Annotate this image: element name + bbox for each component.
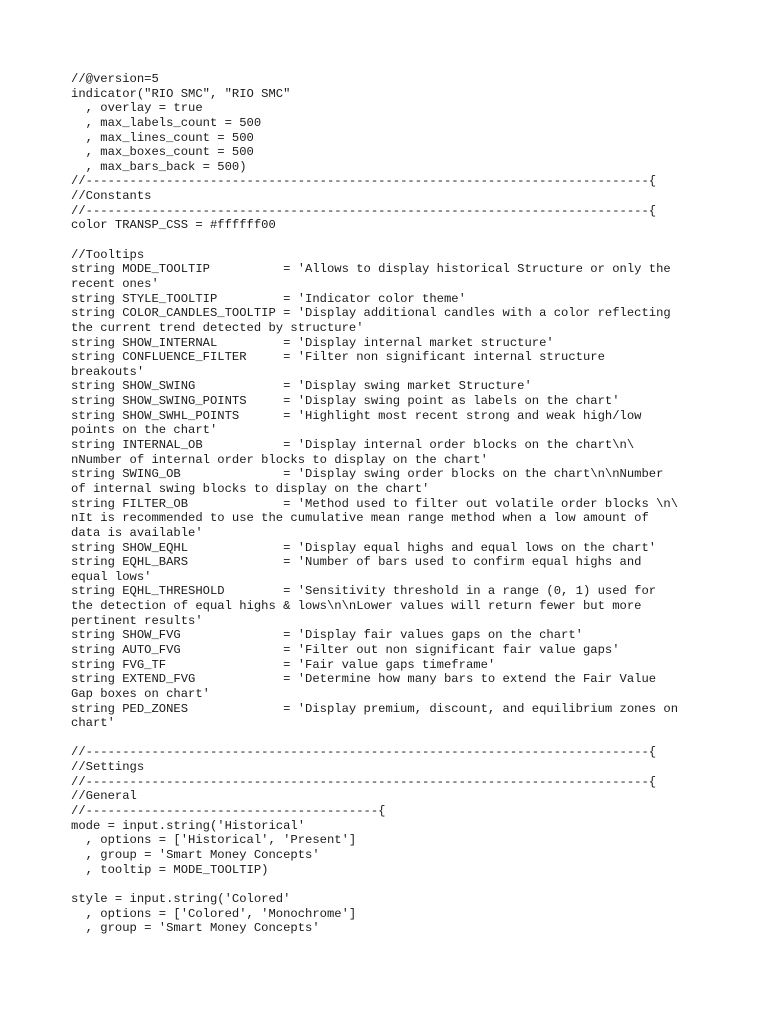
code-line: string FILTER_OB = 'Method used to filter out volatile order blocks \n\ (71, 496, 679, 511)
code-line: , max_bars_back = 500) (71, 159, 247, 174)
code-line: string SHOW_SWING = 'Display swing market Structure' (71, 379, 532, 394)
code-line: string STYLE_TOOLTIP = 'Indicator color theme' (71, 291, 466, 306)
code-line: recent ones' (71, 276, 159, 291)
code-line: points on the chart' (71, 423, 218, 438)
code-line: string MODE_TOOLTIP = 'Allows to display historical Structure or only the (71, 262, 671, 277)
code-line: style = input.string('Colored' (71, 891, 291, 906)
code-line: string SWING_OB = 'Display swing order blocks on the chart\n\nNumber (71, 467, 664, 482)
code-line: string INTERNAL_OB = 'Display internal order blocks on the chart\n\ (71, 438, 635, 453)
code-line: data is available' (71, 525, 203, 540)
code-line: chart' (71, 716, 115, 731)
code-line: string SHOW_FVG = 'Display fair values gaps on the chart' (71, 628, 583, 643)
code-line: nNumber of internal order blocks to display on the chart' (71, 452, 488, 467)
code-line: string SHOW_SWHL_POINTS = 'Highlight most recent strong and weak high/low (71, 408, 642, 423)
code-line: , group = 'Smart Money Concepts' (71, 921, 320, 936)
code-line: //General (71, 789, 137, 804)
code-line: , tooltip = MODE_TOOLTIP) (71, 862, 269, 877)
code-line: Gap boxes on chart' (71, 686, 210, 701)
code-line: //Settings (71, 760, 145, 775)
code-line: string EXTEND_FVG = 'Determine how many bars to extend the Fair Value (71, 672, 657, 687)
code-line: string PED_ZONES = 'Display premium, discount, and equilibrium zones on (71, 701, 679, 716)
code-line: string FVG_TF = 'Fair value gaps timeframe' (71, 657, 496, 672)
code-line: //-----------------------------------------------------------------------------{ (71, 774, 657, 789)
code-line: of internal swing blocks to display on the chart' (71, 481, 430, 496)
code-line: string EQHL_THRESHOLD = 'Sensitivity threshold in a range (0, 1) used for (71, 584, 657, 599)
code-line: nIt is recommended to use the cumulative mean range method when a low amount of (71, 511, 649, 526)
code-line: indicator("RIO SMC", "RIO SMC" (71, 86, 291, 101)
code-listing (71, 72, 678, 936)
code-line: , options = ['Colored', 'Monochrome'] (71, 906, 357, 921)
code-line: //-----------------------------------------------------------------------------{ (71, 203, 657, 218)
code-line (71, 233, 678, 248)
code-line: color TRANSP_CSS = #ffffff00 (71, 218, 276, 233)
code-line: //Constants (71, 189, 152, 204)
code-line: , overlay = true (71, 101, 203, 116)
code-line: string SHOW_INTERNAL = 'Display internal market structure' (71, 335, 554, 350)
code-line: equal lows' (71, 569, 152, 584)
code-line: , max_labels_count = 500 (71, 115, 262, 130)
code-line: mode = input.string('Historical' (71, 818, 306, 833)
code-line: , options = ['Historical', 'Present'] (71, 833, 357, 848)
code-line: //----------------------------------------{ (71, 804, 386, 819)
code-line: the detection of equal highs & lows\n\nLower values will return fewer but more (71, 599, 642, 614)
code-line: string SHOW_EQHL = 'Display equal highs and equal lows on the chart' (71, 540, 657, 555)
code-line: string AUTO_FVG = 'Filter out non significant fair value gaps' (71, 642, 620, 657)
code-line: the current trend detected by structure' (71, 320, 364, 335)
code-line: , group = 'Smart Money Concepts' (71, 847, 320, 862)
code-line: string EQHL_BARS = 'Number of bars used to confirm equal highs and (71, 555, 642, 570)
code-line: pertinent results' (71, 613, 203, 628)
code-line: , max_boxes_count = 500 (71, 145, 254, 160)
code-line: string COLOR_CANDLES_TOOLTIP = 'Display additional candles with a color reflecting (71, 306, 671, 321)
code-line: //@version=5 (71, 72, 159, 86)
code-line (71, 731, 678, 746)
code-line (71, 877, 678, 892)
code-line: string CONFLUENCE_FILTER = 'Filter non significant internal structure (71, 350, 605, 365)
code-line: string SHOW_SWING_POINTS = 'Display swing point as labels on the chart' (71, 394, 620, 409)
code-line: //-----------------------------------------------------------------------------{ (71, 174, 657, 189)
code-line: breakouts' (71, 364, 145, 379)
code-line: //-----------------------------------------------------------------------------{ (71, 745, 657, 760)
code-line: , max_lines_count = 500 (71, 130, 254, 145)
code-line: //Tooltips (71, 247, 145, 262)
